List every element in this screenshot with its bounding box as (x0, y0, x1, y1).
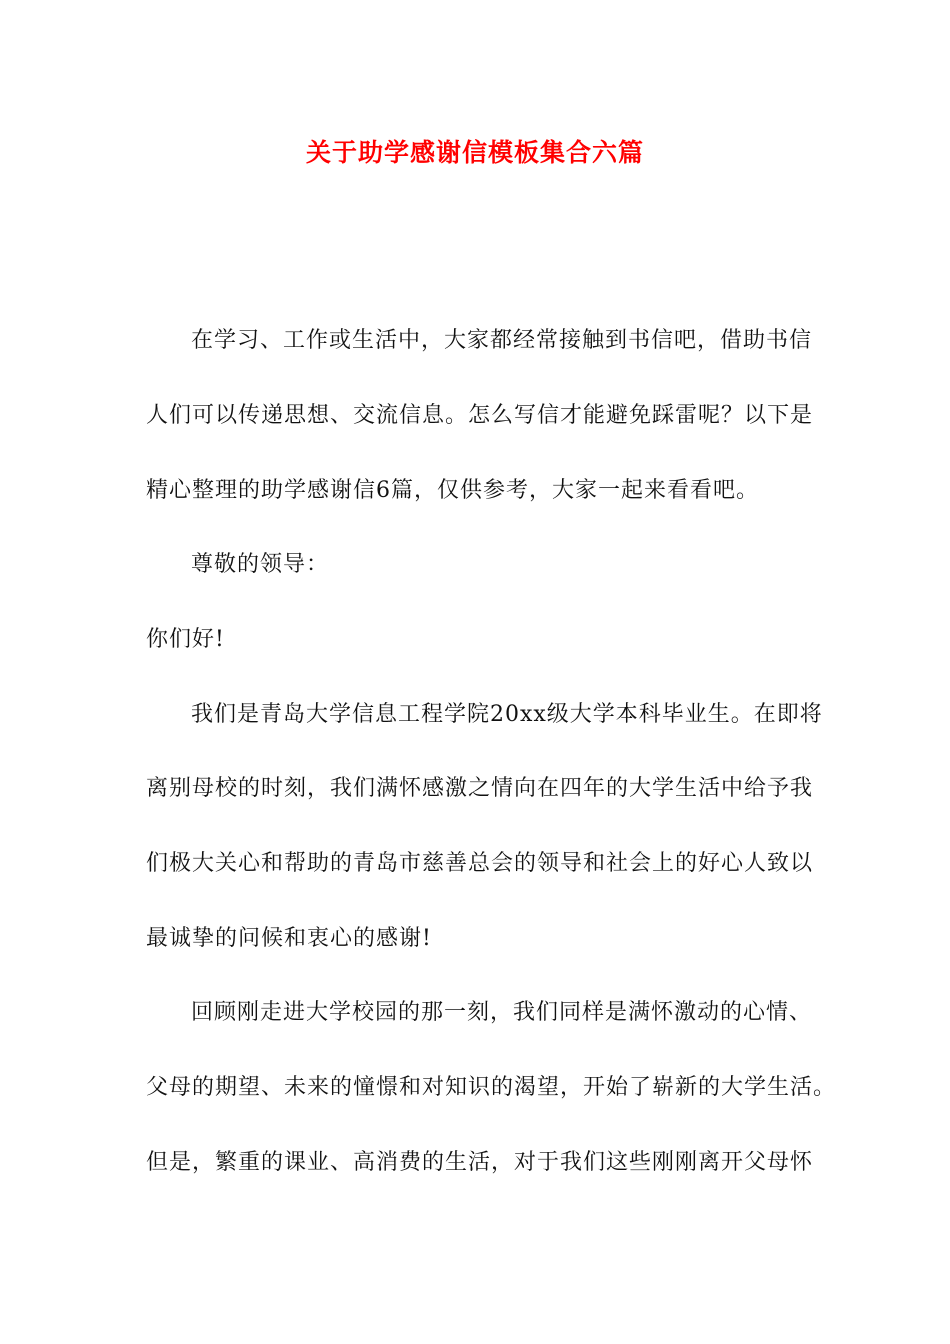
paragraph-line: 们极大关心和帮助的青岛市慈善总会的领导和社会上的好心人致以 (146, 851, 814, 876)
salutation: 尊敬的领导： (191, 552, 330, 577)
document-title: 关于助学感谢信模板集合六篇 (305, 138, 644, 167)
paragraph-line: 在学习、工作或生活中，大家都经常接触到书信吧，借助书信 (191, 328, 813, 353)
paragraph-line: 我们是青岛大学信息工程学院20xx级大学本科毕业生。在即将 (191, 702, 823, 727)
paragraph-line: 但是，繁重的课业、高消费的生活，对于我们这些刚刚离开父母怀 (146, 1150, 814, 1175)
paragraph-line: 父母的期望、未来的憧憬和对知识的渴望，开始了崭新的大学生活。 (146, 1075, 837, 1100)
greeting: 你们好! (146, 627, 225, 652)
paragraph-line: 精心整理的助学感谢信6篇，仅供参考，大家一起来看看吧。 (146, 478, 759, 503)
paragraph-line: 回顾刚走进大学校园的那一刻，我们同样是满怀激动的心情、 (191, 1000, 813, 1025)
paragraph-line: 人们可以传递思想、交流信息。怎么写信才能避免踩雷呢？以下是 (146, 403, 814, 428)
paragraph-line: 最诚挚的问候和衷心的感谢! (146, 926, 432, 951)
paragraph-line: 离别母校的时刻，我们满怀感激之情向在四年的大学生活中给予我 (146, 776, 814, 801)
